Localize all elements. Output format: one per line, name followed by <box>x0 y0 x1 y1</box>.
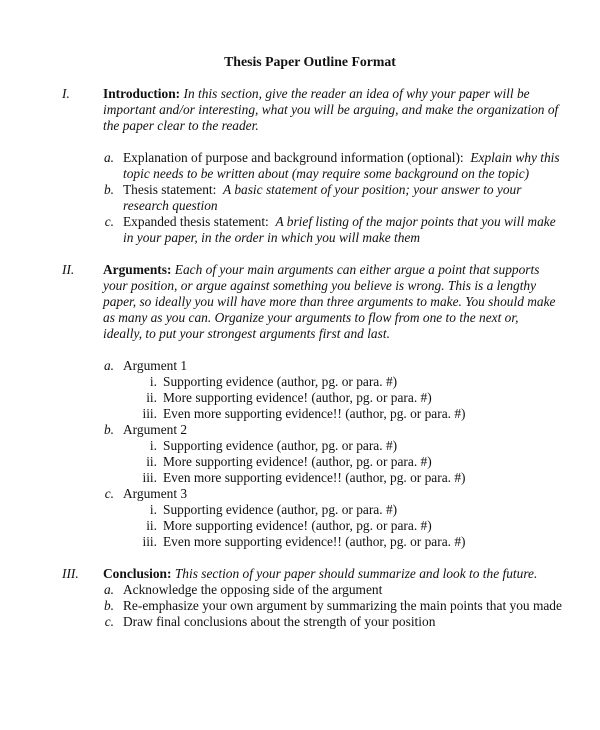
item-label: Expanded thesis statement: <box>123 214 269 229</box>
evidence-item: Even more supporting evidence!! (author, pg. or para. #) <box>163 470 466 485</box>
item-text: research question <box>123 198 218 213</box>
evidence-item: More supporting evidence! (author, pg. or para. #) <box>163 390 432 405</box>
section-heading: Conclusion: <box>103 566 172 581</box>
evidence-marker: iii. <box>142 406 157 421</box>
item-text: in your paper, in the order in which you will make them <box>123 230 421 245</box>
item-text: Explain why this <box>470 150 560 165</box>
evidence-marker: ii. <box>146 518 157 533</box>
list-item: Draw final conclusions about the strength of your position <box>123 614 436 629</box>
list-item <box>123 150 560 166</box>
argument-marker: c. <box>104 486 114 501</box>
item-marker: b. <box>103 182 114 197</box>
item-marker: c. <box>104 214 114 229</box>
section-text-line: your position, or argue against something you believe is wrong. This is a lengthy <box>103 278 537 293</box>
list-item <box>123 214 556 230</box>
item-text: A basic statement of your position; your answer to your <box>223 182 522 197</box>
evidence-marker: i. <box>149 438 157 453</box>
section-text-line: paper, so ideally you will have more than three arguments to make. You should make <box>103 294 556 309</box>
item-text: A brief listing of the major points that you will make <box>275 214 556 229</box>
text: Each of your main arguments can either argue a point that supports <box>174 262 540 277</box>
argument-label: Argument 2 <box>123 422 188 437</box>
item-text: topic needs to be written about (may require some background on the topic) <box>123 166 530 181</box>
section-text-line: important and/or interesting, what you will be arguing, and make the organization of <box>103 102 559 117</box>
evidence-item: Supporting evidence (author, pg. or para. #) <box>163 374 398 389</box>
text: This section of your paper should summarize and look to the future. <box>174 566 538 581</box>
item-marker: a. <box>103 582 114 597</box>
evidence-item: More supporting evidence! (author, pg. or para. #) <box>163 454 432 469</box>
section-intro-line-1 <box>103 566 537 582</box>
argument-label: Argument 3 <box>123 486 188 501</box>
argument-marker: a. <box>103 358 114 373</box>
section-intro-line-1 <box>103 86 530 102</box>
evidence-item: Supporting evidence (author, pg. or para. #) <box>163 502 398 517</box>
list-item: Acknowledge the opposing side of the argument <box>123 582 383 597</box>
section-text-line: the paper clear to the reader. <box>103 118 259 133</box>
section-numeral: II. <box>62 262 75 277</box>
evidence-marker: iii. <box>142 470 157 485</box>
evidence-marker: i. <box>149 374 157 389</box>
argument-marker: b. <box>103 422 114 437</box>
list-item: Re-emphasize your own argument by summarizing the main points that you made <box>123 598 562 613</box>
evidence-item: More supporting evidence! (author, pg. or para. #) <box>163 518 432 533</box>
item-label: Explanation of purpose and background information (optional): <box>123 150 464 165</box>
section-text-line: ideally, to put your strongest arguments first and last. <box>103 326 390 341</box>
evidence-marker: i. <box>149 502 157 517</box>
section-numeral: I. <box>62 86 70 101</box>
section-heading: Arguments: <box>103 262 172 277</box>
item-label: Thesis statement: <box>123 182 217 197</box>
document-title: Thesis Paper Outline Format <box>224 54 396 69</box>
argument-label: Argument 1 <box>123 358 188 373</box>
text: In this section, give the reader an idea of why your paper will be <box>183 86 530 101</box>
section-text-line: as many as you can. Organize your arguments to flow from one to the next or, <box>103 310 519 325</box>
evidence-item: Even more supporting evidence!! (author, pg. or para. #) <box>163 406 466 421</box>
list-item <box>123 182 521 198</box>
section-heading: Introduction: <box>103 86 181 101</box>
section-numeral: III. <box>62 566 79 581</box>
evidence-marker: iii. <box>142 534 157 549</box>
item-marker: b. <box>103 598 114 613</box>
section-intro-line-1 <box>103 262 539 278</box>
evidence-item: Even more supporting evidence!! (author, pg. or para. #) <box>163 534 466 549</box>
evidence-marker: ii. <box>146 390 157 405</box>
evidence-marker: ii. <box>146 454 157 469</box>
item-marker: c. <box>104 614 114 629</box>
item-marker: a. <box>103 150 114 165</box>
evidence-item: Supporting evidence (author, pg. or para. #) <box>163 438 398 453</box>
